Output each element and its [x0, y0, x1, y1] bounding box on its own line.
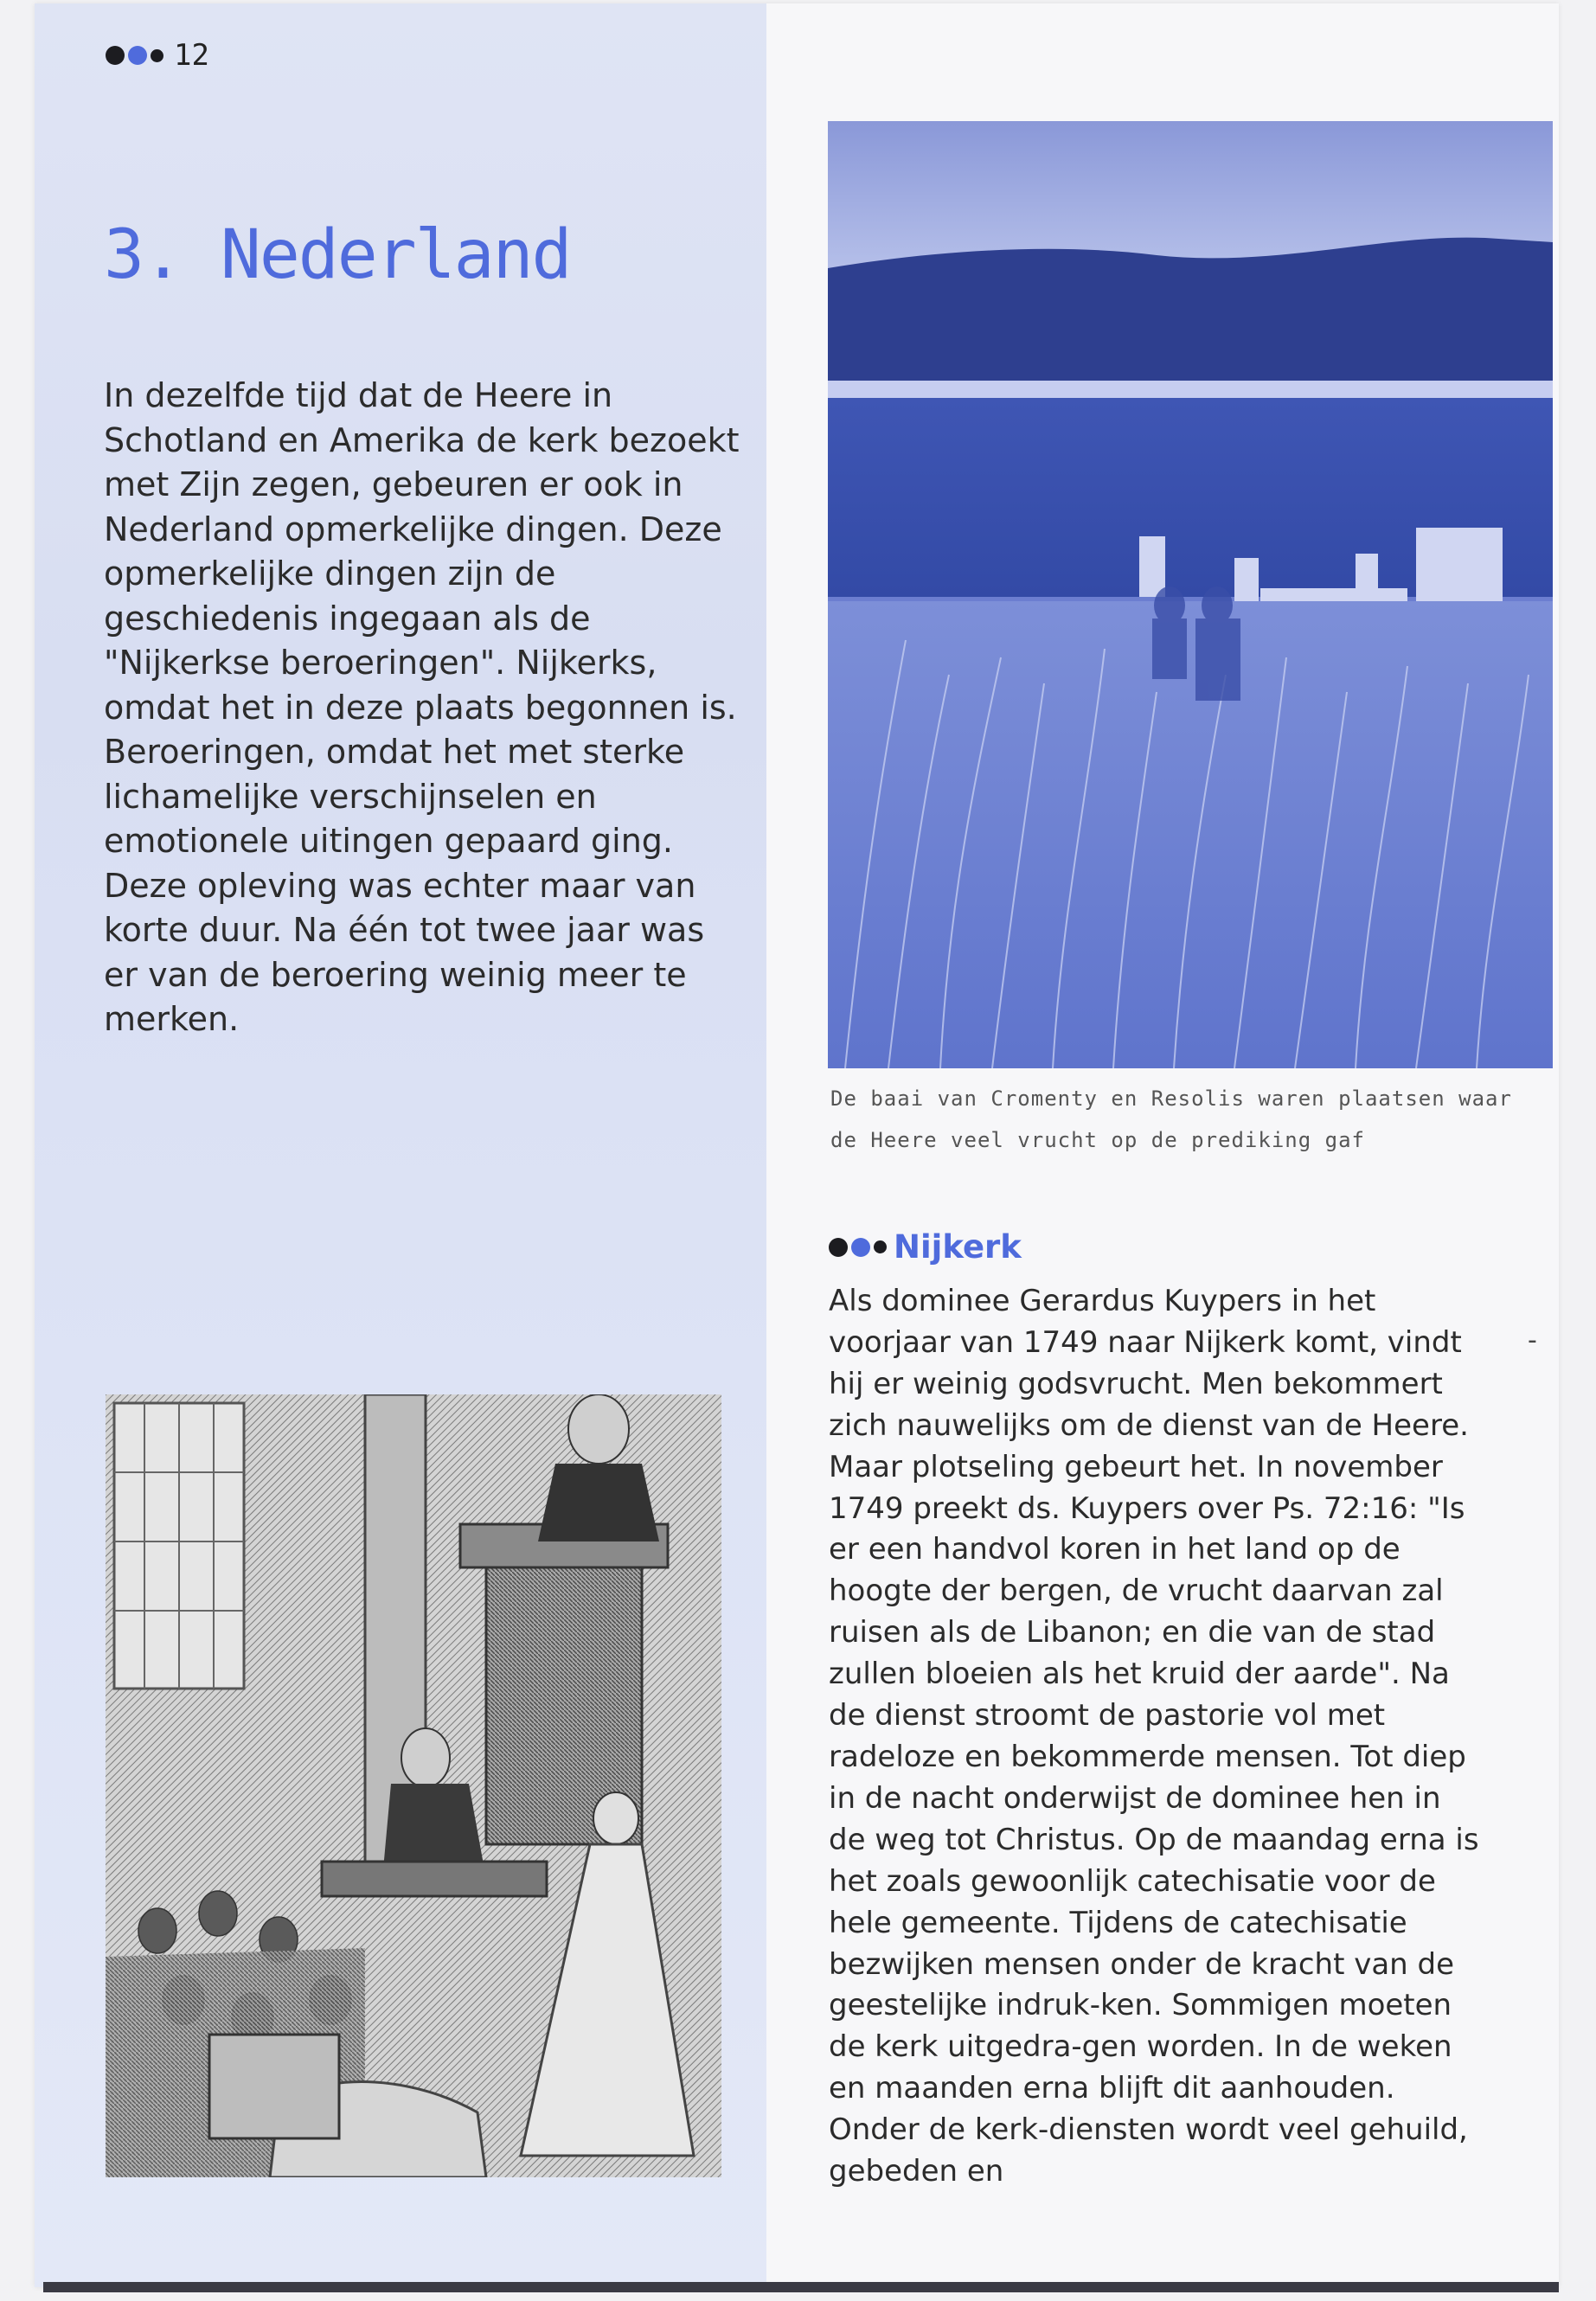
bullet-dots-icon — [829, 1238, 887, 1257]
dot-dark-small — [874, 1240, 887, 1253]
intro-paragraph: In dezelfde tijd dat de Heere in Schotland en Amerika de kerk bezoekt met Zijn zegen, gebeuren er ook in Nederland opmerkelijke dingen. Deze opmerkelijke dingen zijn de geschiedenis ingegaan als de "Nijkerkse beroeringen". Nijkerks, omdat het in deze plaats begonnen is. Beroeringen, omdat het met sterke lichamelijke verschijnselen en emotionele uitingen gepaard ging. Deze opleving was echter maar van korte duur. Na één tot twee jaar was er van de beroering weinig meer te merken. — [104, 376, 740, 1038]
photo-caption: De baai van Cromenty en Resolis waren plaatsen waar de Heere veel vrucht op de prediking gaf — [830, 1086, 1512, 1152]
chapter-title: 3. Nederland — [104, 216, 571, 294]
bullet-dots-icon — [106, 46, 163, 65]
dot-blue-large — [851, 1238, 870, 1257]
dot-dark-small — [151, 49, 163, 62]
dot-dark-large — [106, 46, 125, 65]
dot-blue-large — [128, 46, 147, 65]
section-body-paragraph: Als dominee Gerardus Kuypers in het voorjaar van 1749 naar Nijkerk komt, vindt hij er weinig godsvrucht. Men bekommert zich nauwelijks om de dienst van de Heere. Maar plotseling gebeurt het. In november 1749 preekt ds. Kuypers over Ps. 72:16: "Is er een handvol koren in het land op de hoogte der bergen, de vrucht daarvan zal ruisen als de Libanon; en die van de stad zullen bloeien als het kruid der aarde". Na de dienst stroomt de pastorie vol met radeloze en bekommerde mensen. Tot diep in de nacht onderwijst de dominee hen in de weg tot Christus. Op de maandag erna is het zoals gewoonlijk catechisatie voor de hele gemeente. Tijdens de catechisatie bezwijken mensen onder de kracht van de geestelijke indruk-ken. Sommigen moeten de kerk uitgedra-gen worden. In de weken en maanden erna blijft dit aanhouden. Onder de kerk-diensten wordt veel gehuild, gebeden en — [829, 1284, 1479, 2189]
dot-dark-large — [829, 1238, 848, 1257]
section-body — [829, 1281, 1486, 2193]
section-heading — [829, 1228, 1022, 1266]
page-header — [106, 38, 209, 73]
section-title: Nijkerk — [894, 1228, 1022, 1266]
page-number: 12 — [174, 38, 209, 73]
church-engraving — [106, 1394, 721, 2177]
bottom-edge-bar — [43, 2282, 1559, 2292]
church-engraving-illustration — [106, 1394, 721, 2177]
margin-mark: - — [1528, 1325, 1537, 1356]
bay-photo — [828, 121, 1553, 1068]
bay-landscape-illustration — [828, 121, 1553, 1068]
